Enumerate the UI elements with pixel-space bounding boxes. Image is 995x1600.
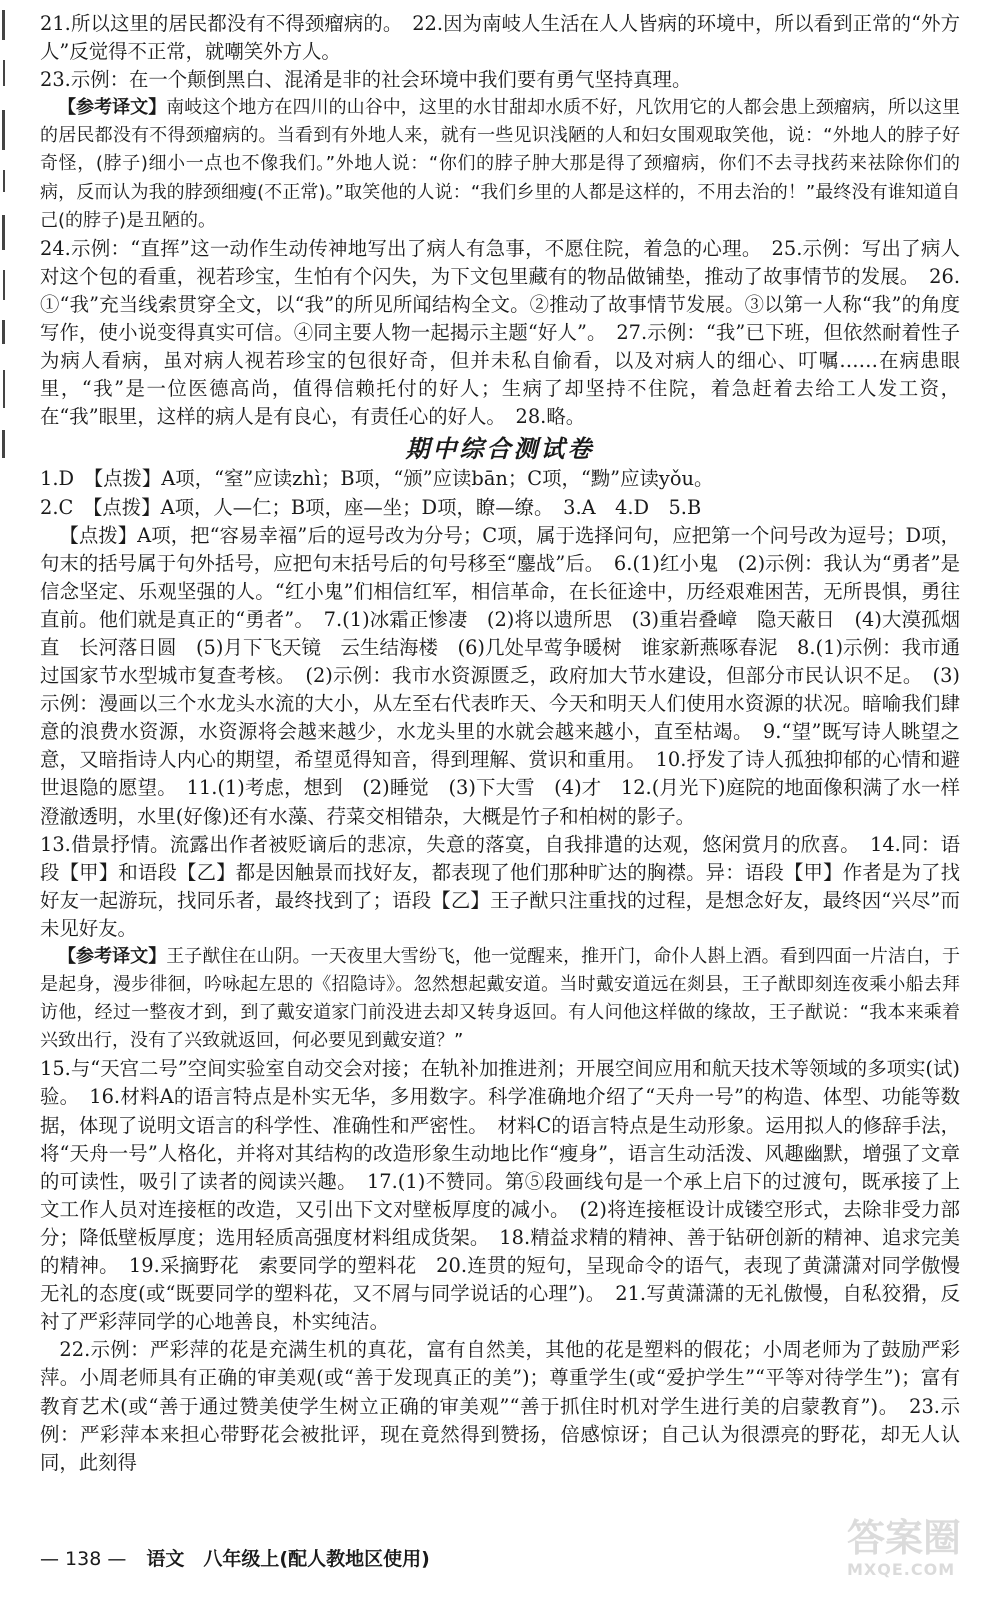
- left-edge-marks: [0, 0, 10, 470]
- answers-13-14: 13.借景抒情。流露出作者被贬谪后的悲凉，失意的落寞，自我排遣的达观，悠闲赏月的欣喜。 14.同：语段【甲】和语段【乙】都是因触景而找好友，都表现了他们那种旷达的胸襟。异：语段【甲】作者是为了找好友一起游玩，找同乐者，最终找到了；语段【乙】王子猷只注重找的过程，是想念好友，最终因“兴尽”而未见好友。: [40, 832, 960, 940]
- page-footer: [40, 1544, 430, 1571]
- answers-24-28: 24.示例：“直挥”这一动作生动传神地写出了病人有急事，不愿住院，着急的心理。 25.示例：写出了病人对这个包的看重，视若珍宝，生怕有个闪失，为下文包里藏有的物品做铺垫，推动了故事情节的发展。 26.①“我”充当线索贯穿全文，以“我”的所见所闻结构全文。②推动了故事情节发展。③以第一人称“我”的角度写作，使小说变得真实可信。④同主要人物一起揭示主题“好人”。 27.示例：“我”已下班，但依然耐着性子为病人看病，虽对病人视若珍宝的包很好奇，但并未私自偷看，以及对病人的细心、叮嘱……在病患眼里，“我”是一位医德高尚，值得信赖托付的好人；生病了却坚持不住院，着急赶着去给工人发工资，在“我”眼里，这样的病人是有良心，有责任心的好人。 28.略。: [40, 236, 960, 429]
- translation-text: 南岐这个地方在四川的山谷中，这里的水甘甜却水质不好，凡饮用它的人都会患上颈瘤病，所以这里的居民都没有不得颈瘤病的。当看到有外地人来，就有一些见识浅陋的人和妇女围观取笑他，说：“外地人的脖子好奇怪，(脖子)细小一点也不像我们。”外地人说：“你们的脖子肿大那是得了颈瘤病，你们不去寻找药来祛除你们的病，反而认为我的脖颈细瘦(不正常)。”取笑他的人说：“我们乡里的人都是这样的，不用去治的！”最终没有谁知道自己(的脖子)是丑陋的。: [40, 97, 961, 231]
- page-number: — 138 —: [40, 1548, 127, 1570]
- book-subject: 语文 八年级上(配人教地区使用): [146, 1548, 430, 1570]
- translation-tag: 【参考译文】: [58, 97, 167, 119]
- watermark-logo: 答案圈: [847, 1516, 962, 1560]
- reference-translation-wangziyou: [40, 943, 960, 1055]
- answer-1: 1.D 【点拨】A项，“窒”应读zhì；B项，“颁”应读bān；C项，“黝”应读yǒu。: [40, 467, 714, 491]
- answers-22-23: 22.示例：严彩萍的花是充满生机的真花，富有自然美，其他的花是塑料的假花；小周老师为了鼓励严彩萍。小周老师具有正确的审美观(或“善于发现真正的美”)；尊重学生(或“爱护学生”“平等对待学生”)；富有教育艺术(或“善于通过赞美使学生树立正确的审美观”“善于抓住时机对学生进行美的启蒙教育”)。 23.示例：严彩萍本来担心带野花会被批评，现在竟然得到赞扬，倍感惊讶；自己认为很漂亮的野花，却无人认同，此刻得: [40, 1338, 960, 1474]
- watermark-url: MXQE.COM: [847, 1560, 956, 1579]
- section-title: 期中综合测试卷: [405, 435, 595, 464]
- answers-15-21: 15.与“天宫二号”空间实验室自动交会对接；在轨补加推进剂；开展空间应用和航天技术等领域的多项实(试)验。 16.材料A的语言特点是朴实无华，多用数字。科学准确地介绍了“天舟一号”的构造、体型、功能等数据，体现了说明文语言的科学性、准确性和严密性。 材料C的语言特点是生动形象。运用拟人的修辞手法，将“天舟一号”人格化，并将对其结构的改造形象生动地比作“瘦身”，语言生动活泼、风趣幽默，增强了文章的可读性，吸引了读者的阅读兴趣。 17.(1)不赞同。第⑤段画线句是一个承上启下的过渡句，既承接了上文工作人员对连接框的改造，又引出下文对壁板厚度的减小。 (2)将连接框设计成镂空形式，去除非受力部分；降低壁板厚度；选用轻质高强度材料组成货架。 18.精益求精的精神、善于钻研创新的精神、追求完美的精神。 19.采摘野花 索要同学的塑料花 20.连贯的短句，呈现命令的语气，表现了黄潇潇对同学傲慢无礼的态度(或“既要同学的塑料花，又不屑与同学说话的心理”)。 21.写黄潇潇的无礼傲慢，自私狡猾，反衬了严彩萍同学的心地善良，朴实纯洁。: [40, 1057, 960, 1334]
- answer-23: 23.示例：在一个颠倒黑白、混淆是非的社会环境中我们要有勇气坚持真理。: [40, 68, 692, 92]
- translation-tag: 【参考译文】: [58, 946, 167, 967]
- answers-2-5: 2.C 【点拨】A项，人—仁；B项，座—坐；D项，瞭—缭。 3.A 4.D 5.B: [40, 495, 702, 519]
- answers-5-12: 【点拨】A项，把“容易幸福”后的逗号改为分号；C项，属于选择问句，应把第一个问号改为逗号；D项，句末的括号属于句外括号，应把句末括号后的句号移至“鏖战”后。 6.(1)红小鬼 (2)示例：我认为“勇者”是信念坚定、乐观坚强的人。“红小鬼”们相信红军，相信革命，在长征途中，历经艰难困苦，无所畏惧，勇往直前。他们就是真正的“勇者”。 7.(1)冰霜正惨凄 (2)将以遗所思 (3)重岩叠嶂 隐天蔽日 (4)大漠孤烟直 长河落日圆 (5)月下飞天镜 云生结海楼 (6)几处早莺争暖树 谁家新燕啄春泥 8.(1)示例：我市通过国家节水型城市复查考核。 (2)示例：我市水资源匮乏，政府加大节水建设，但部分市民认识不足。 (3)示例：漫画以三个水龙头水流的大小，从左至右代表昨天、今天和明天人们使用水资源的状况。暗喻我们肆意的浪费水资源，水资源将会越来越少，水龙头里的水就会越来越小，直至枯竭。 9.“望”既写诗人眺望之意，又暗指诗人内心的期望，希望觅得知音，得到理解、赏识和重用。 10.抒发了诗人孤独抑郁的心情和避世退隐的愿望。 11.(1)考虑，想到 (2)睡觉 (3)下大雪 (4)才 12.(月光下)庭院的地面像积满了水一样澄澈透明，水里(好像)还有水藻、荇菜交相错杂，大概是竹子和柏树的影子。: [40, 523, 960, 828]
- reference-translation-nanqi: [40, 94, 960, 234]
- answers-21-22: 21.所以这里的居民都没有不得颈瘤病的。 22.因为南岐人生活在人人皆病的环境中，所以看到正常的“外方人”反觉得不正常，就嘲笑外方人。: [40, 12, 960, 64]
- main-column: [40, 10, 960, 1477]
- watermark: [847, 1516, 987, 1586]
- translation-text: 王子猷住在山阴。一天夜里大雪纷飞，他一觉醒来，推开门，命仆人斟上酒。看到四面一片洁白，于是起身，漫步徘徊，吟咏起左思的《招隐诗》。忽然想起戴安道。当时戴安道远在剡县，王子猷即刻连夜乘小船去拜访他，经过一整夜才到，到了戴安道家门前没进去却又转身返回。有人问他这样做的缘故，王子猷说：“我本来乘着兴致出行，没有了兴致就返回，何必要见到戴安道？”: [40, 946, 961, 1052]
